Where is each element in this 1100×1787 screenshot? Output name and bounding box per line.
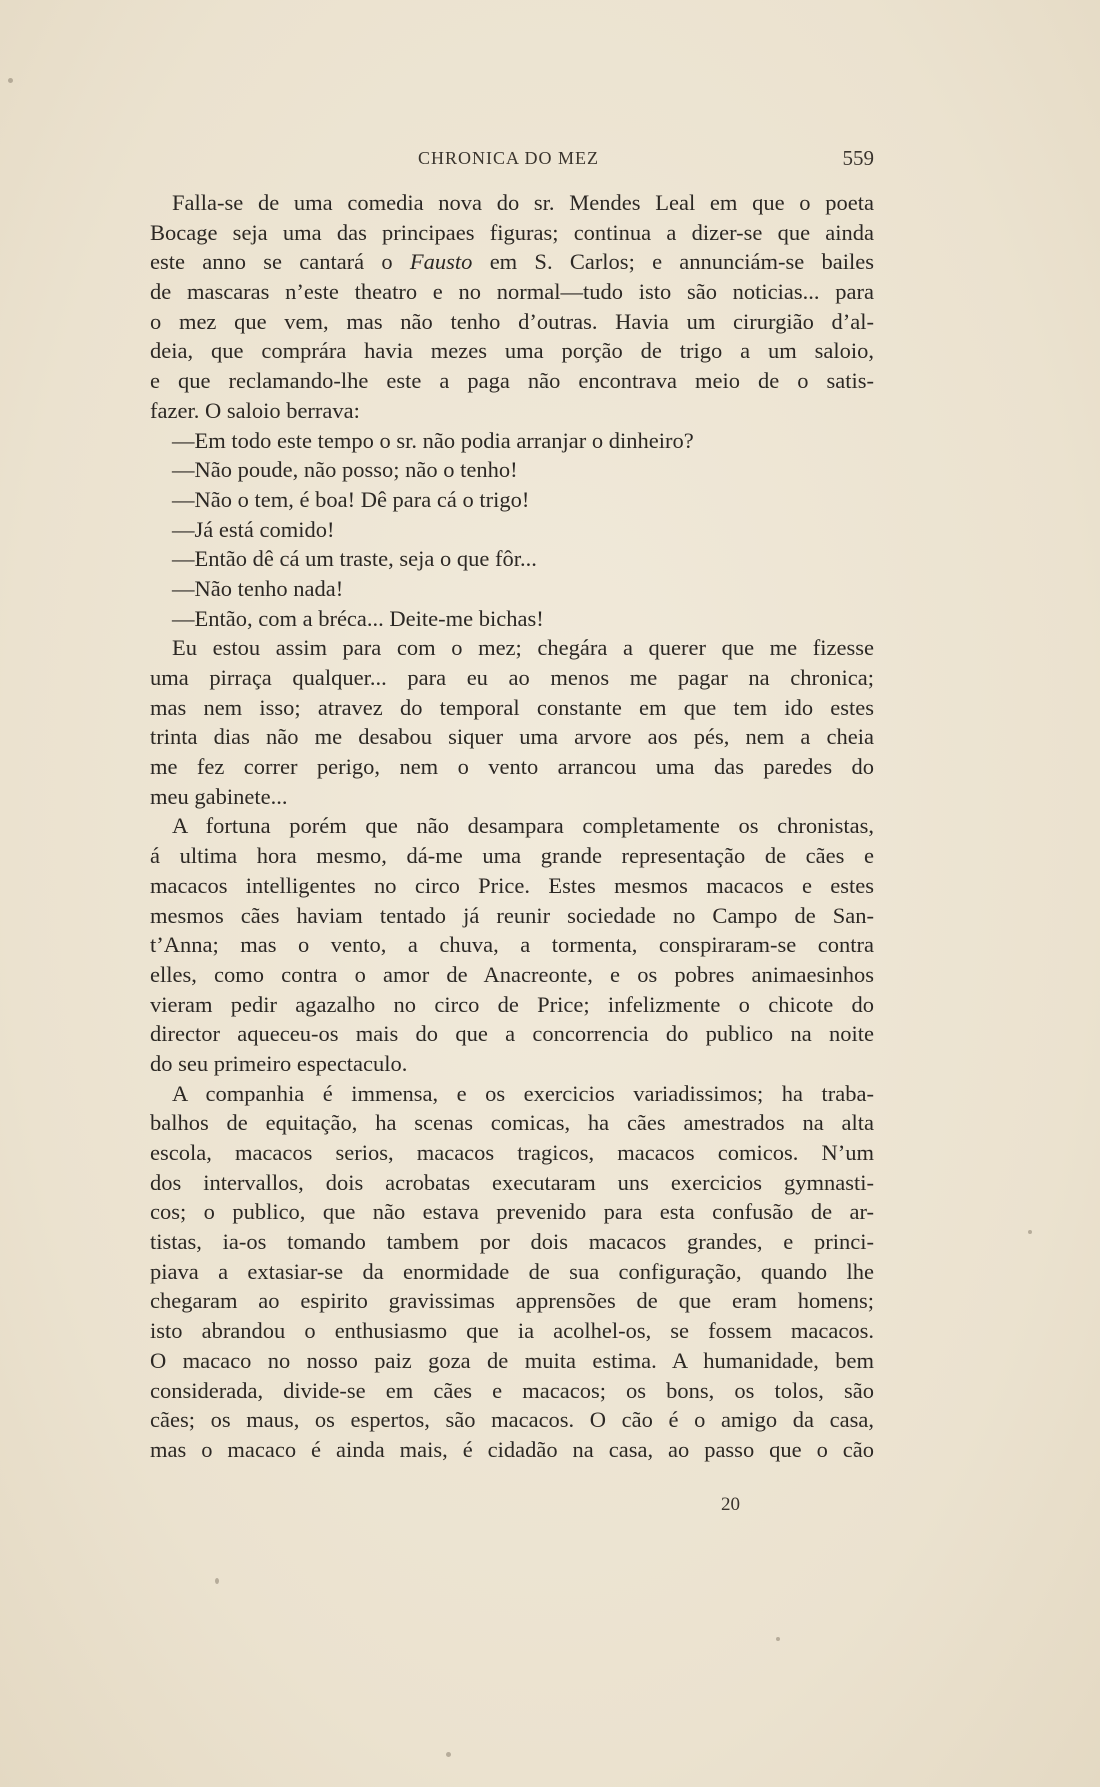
dialogue-line: —Em todo este tempo o sr. não podia arranjar o dinheiro? <box>172 427 694 453</box>
text-line: trinta dias não me desabou siquer uma arvore aos pés, nem a cheia <box>150 724 874 750</box>
dialogue-line: —Então dê cá um traste, seja o que fôr... <box>172 546 537 572</box>
text-line: O macaco no nosso paiz goza de muita estima. A humanidade, bem <box>150 1347 874 1373</box>
text-line: e que reclamando-lhe este a paga não encontrava meio de o satis- <box>150 368 874 394</box>
text-line: este anno se cantará o Fausto em S. Carlos; e annunciám-se bailes <box>150 249 874 275</box>
text-line: elles, como contra o amor de Anacreonte, e os pobres animaesinhos <box>150 961 874 987</box>
text-line: t’Anna; mas o vento, a chuva, a tormenta, conspiraram-se contra <box>150 932 874 958</box>
running-title: CHRONICA DO MEZ <box>418 148 600 168</box>
text-line: cães; os maus, os espertos, são macacos. O cão é o amigo da casa, <box>150 1407 874 1433</box>
page-number: 559 <box>842 146 874 170</box>
body-text <box>150 188 874 1465</box>
text-line: A companhia é immensa, e os exercicios variadissimos; ha traba- <box>172 1080 874 1106</box>
paper-speck <box>446 1752 451 1757</box>
text-line: balhos de equitação, ha scenas comicas, ha cães amestrados na alta <box>150 1110 874 1136</box>
text-line: isto abrandou o enthusiasmo que ia acolhel-os, se fossem macacos. <box>150 1318 874 1344</box>
text-line: mas nem isso; atravez do temporal constante em que tem ido estes <box>150 694 874 720</box>
text-line: macacos intelligentes no circo Price. Estes mesmos macacos e estes <box>150 872 874 898</box>
text-line: fazer. O saloio berrava: <box>150 397 360 423</box>
text-line: me fez correr perigo, nem o vento arrancou uma das paredes do <box>150 754 874 780</box>
dialogue-line: —Não tenho nada! <box>172 575 344 601</box>
text-line: meu gabinete... <box>150 783 288 809</box>
text-line: Eu estou assim para com o mez; chegára a querer que me fizesse <box>172 635 874 661</box>
text-line: chegaram ao espirito gravissimas apprensões de que eram homens; <box>150 1288 874 1314</box>
dialogue-line: —Não poude, não posso; não o tenho! <box>172 457 518 483</box>
work-title-fausto: Fausto <box>409 249 473 275</box>
text-line: de mascaras n’este theatro e no normal—tudo isto são noticias... para <box>150 279 874 305</box>
text-line: á ultima hora mesmo, dá-me uma grande representação de cães e <box>150 843 874 869</box>
text-line: cos; o publico, que não estava prevenido para esta confusão de ar- <box>150 1199 874 1225</box>
paper-speck <box>776 1637 780 1641</box>
text-line: deia, que comprára havia mezes uma porção de trigo a um saloio, <box>150 338 874 364</box>
text-line: Bocage seja uma das principaes figuras; continua a dizer-se que ainda <box>150 219 874 245</box>
text-line: A fortuna porém que não desampara completamente os chronistas, <box>172 813 874 839</box>
paper-speck <box>8 78 13 83</box>
text-line: do seu primeiro espectaculo. <box>150 1050 408 1076</box>
text-line: director aqueceu-os mais do que a concorrencia do publico na noite <box>150 1021 874 1047</box>
text-line: dos intervallos, dois acrobatas executaram uns exercicios gymnasti- <box>150 1169 874 1195</box>
dialogue-line: —Então, com a bréca... Deite-me bichas! <box>172 605 544 631</box>
dialogue-line: —Já está comido! <box>172 516 335 542</box>
text-line: tistas, ia-os tomando tambem por dois macacos grandes, e princi- <box>150 1229 874 1255</box>
dialogue-line: —Não o tem, é boa! Dê para cá o trigo! <box>172 486 530 512</box>
text-line: mas o macaco é ainda mais, é cidadão na casa, ao passo que o cão <box>150 1436 874 1462</box>
text-line: piava a extasiar-se da enormidade de sua configuração, quando lhe <box>150 1258 874 1284</box>
text-line: vieram pedir agazalho no circo de Price; infelizmente o chicote do <box>150 991 874 1017</box>
paper-speck <box>215 1578 219 1584</box>
text-line: uma pirraça qualquer... para eu ao menos me pagar na chronica; <box>150 665 874 690</box>
printer-signature-mark: 20 <box>721 1494 740 1515</box>
text-line: considerada, divide-se em cães e macacos; os bons, os tolos, são <box>150 1377 874 1403</box>
page-header <box>150 148 874 172</box>
text-line: Falla-se de uma comedia nova do sr. Mendes Leal em que o poeta <box>172 190 874 215</box>
text-line: escola, macacos serios, macacos tragicos, macacos comicos. N’um <box>150 1140 874 1165</box>
text-line: mesmos cães haviam tentado já reunir sociedade no Campo de San- <box>150 902 874 928</box>
paper-speck <box>1028 1230 1032 1234</box>
text-line: o mez que vem, mas não tenho d’outras. Havia um cirurgião d’al- <box>150 308 874 334</box>
